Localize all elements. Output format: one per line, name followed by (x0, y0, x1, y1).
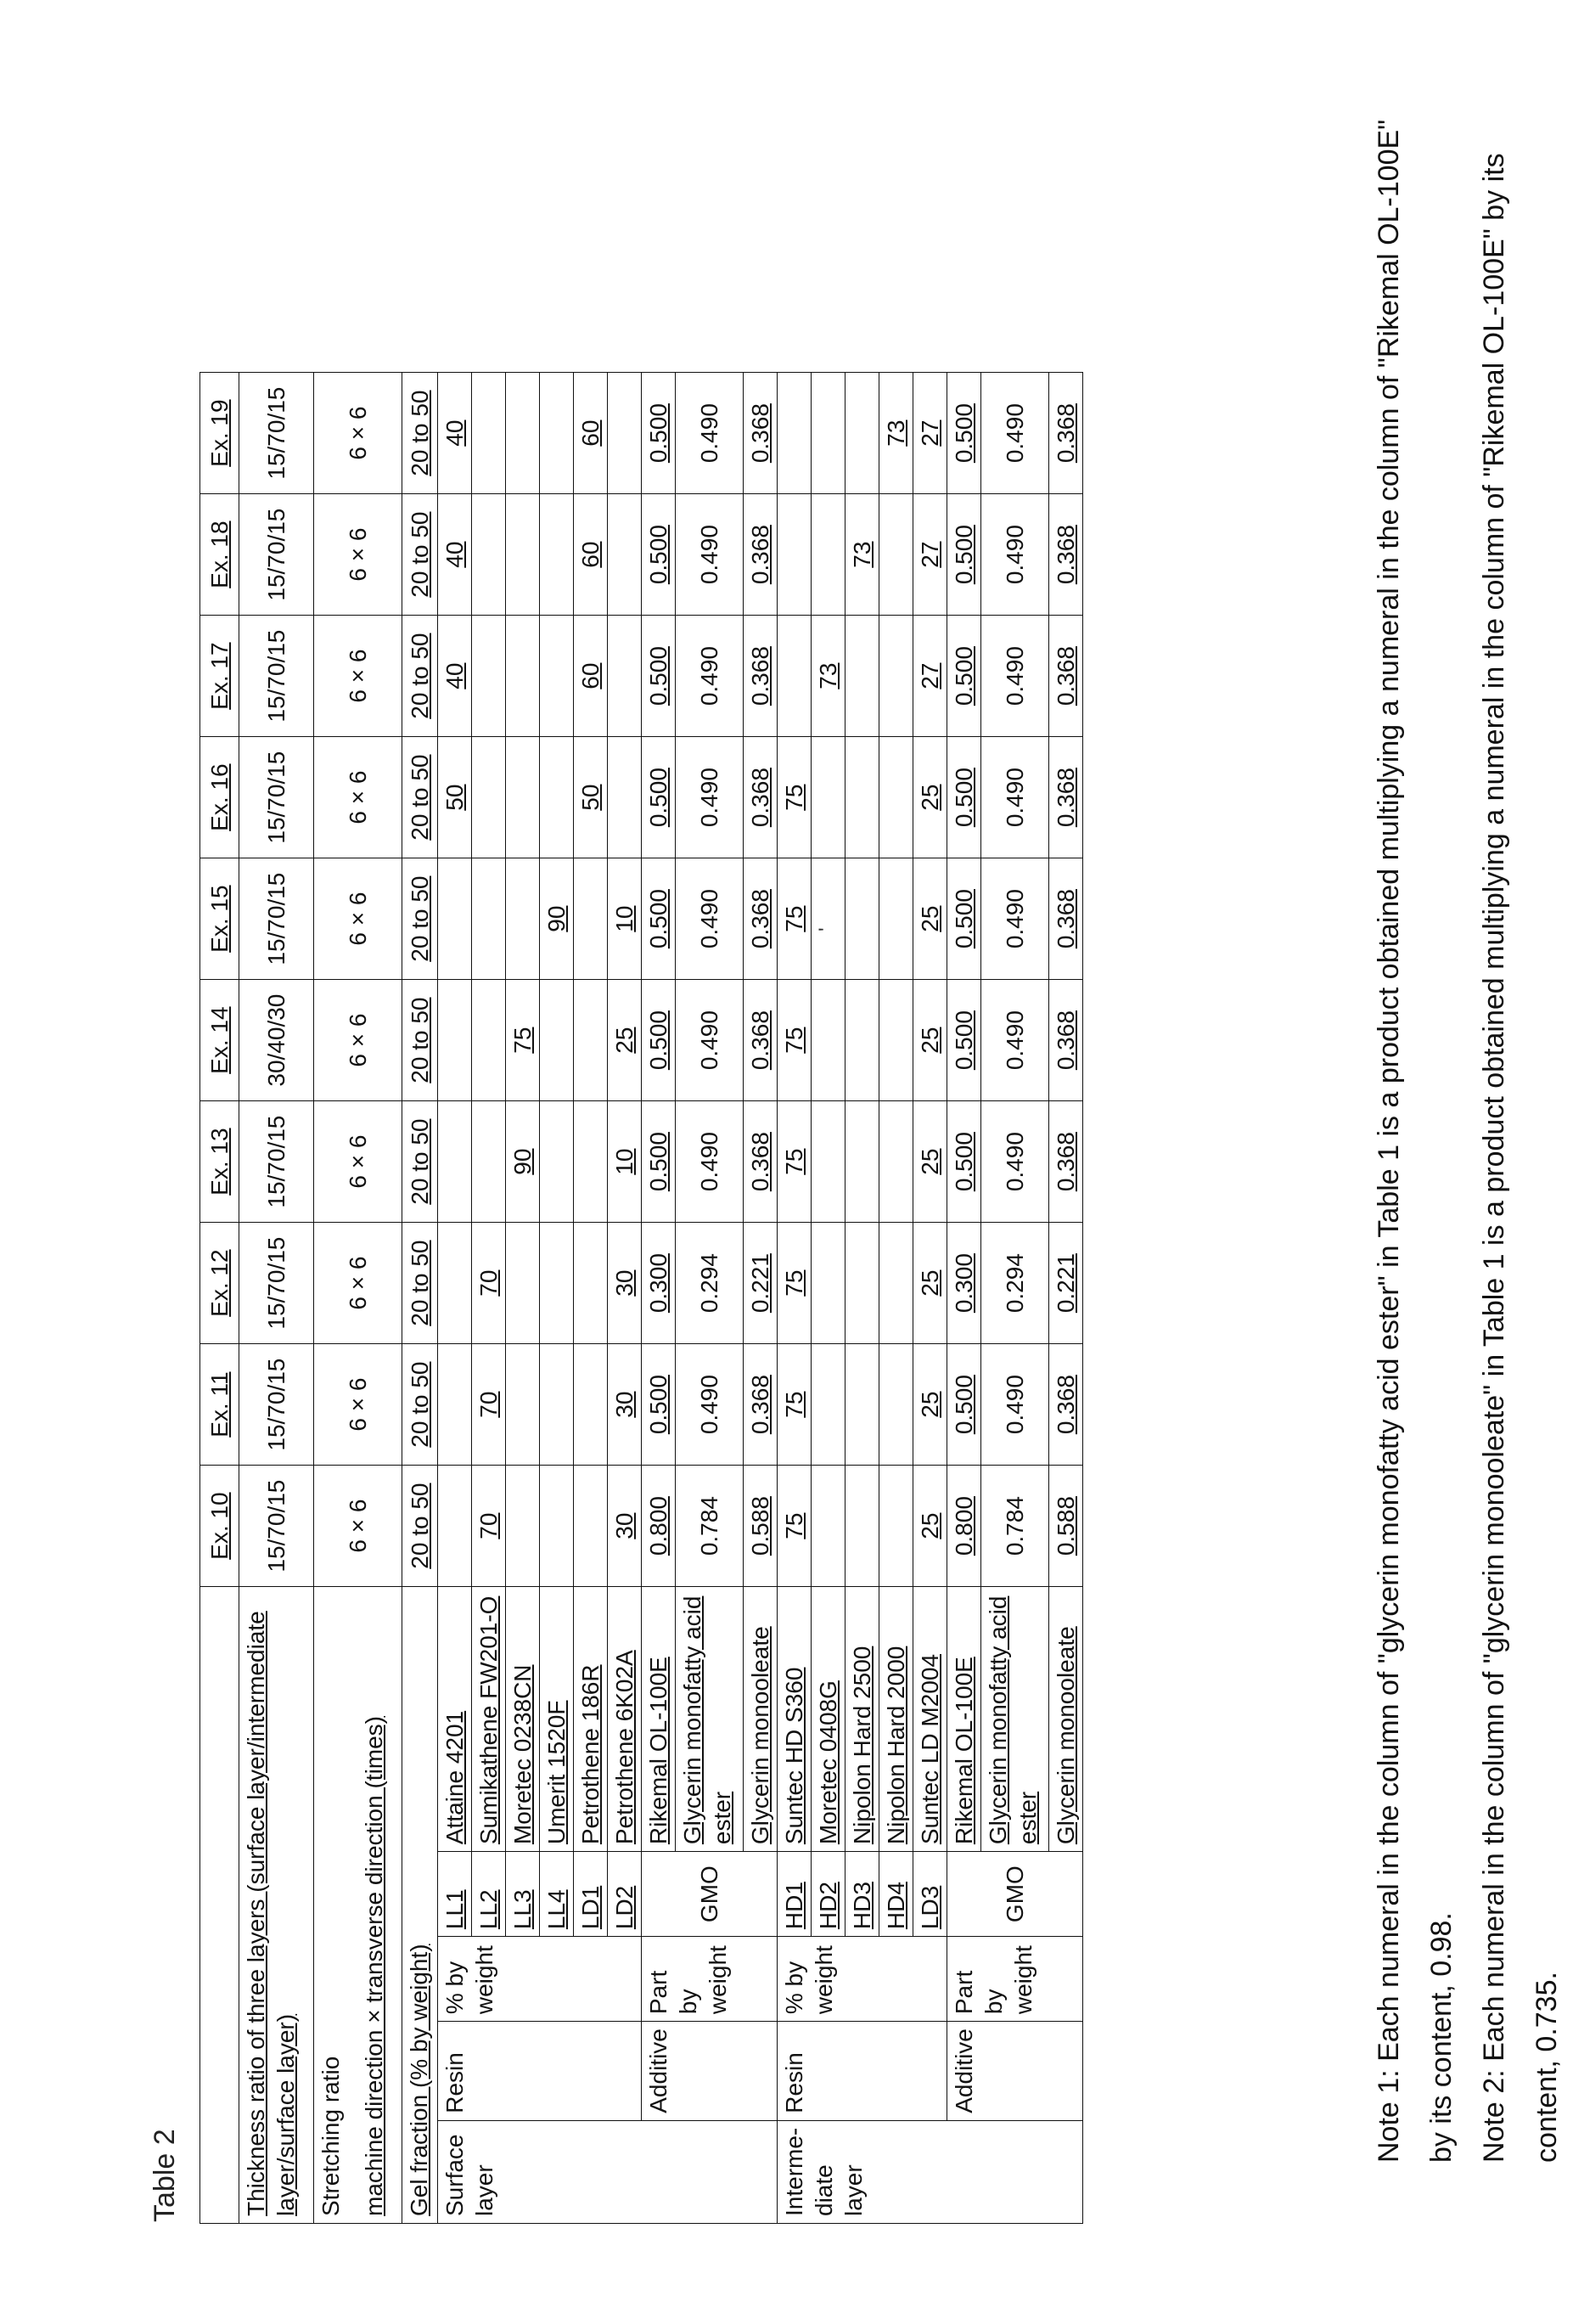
additive-value: 0.490 (676, 373, 744, 494)
resin-code: LL3 (506, 1852, 540, 1937)
intermediate_layer-resin-label: Resin (778, 2022, 947, 2121)
resin-value (879, 1101, 913, 1223)
resin-value (540, 1466, 574, 1587)
stretching-value: 6 × 6 (314, 373, 402, 494)
resin-value (845, 980, 879, 1101)
resin-value (506, 373, 540, 494)
gel-value: 20 to 50 (402, 616, 438, 737)
resin-value (506, 737, 540, 858)
additive-value: 0.368 (744, 737, 778, 858)
resin-value: 40 (438, 616, 472, 737)
gel-value: 20 to 50 (402, 494, 438, 616)
table-caption: Table 2 (149, 2129, 181, 2222)
additive-value: 0.490 (676, 494, 744, 616)
additive-value: 0.368 (1049, 373, 1083, 494)
gel-value: 20 to 50 (402, 1344, 438, 1466)
resin-value (574, 980, 608, 1101)
additive-value: 0.368 (744, 494, 778, 616)
resin-value: 25 (608, 980, 642, 1101)
resin-value: 25 (913, 1223, 947, 1344)
additive-value: 0.490 (676, 1101, 744, 1223)
resin-value: 60 (574, 373, 608, 494)
gel-value: 20 to 50 (402, 1101, 438, 1223)
resin-value (540, 1344, 574, 1466)
resin-value (608, 494, 642, 616)
additive-value: 0.784 (676, 1466, 744, 1587)
resin-value (472, 737, 506, 858)
surface_layer-resin-unit: % by weight (438, 1937, 642, 2022)
stretching-label-line2: machine direction × transverse direction (times) (361, 1715, 387, 2216)
additive-value: 0.588 (744, 1466, 778, 1587)
resin-value: 73 (879, 373, 913, 494)
additive-value: 0.368 (744, 616, 778, 737)
resin-value (879, 1223, 913, 1344)
resin-value (438, 1466, 472, 1587)
resin-value (812, 1223, 845, 1344)
resin-value (812, 737, 845, 858)
additive-value: 0.221 (1049, 1223, 1083, 1344)
additive-value: 0.221 (744, 1223, 778, 1344)
resin-value: 73 (812, 616, 845, 737)
gel-value: 20 to 50 (402, 373, 438, 494)
resin-code: LL1 (438, 1852, 472, 1937)
resin-value (506, 1344, 540, 1466)
additive-value: 0.800 (642, 1466, 676, 1587)
column-header: Ex. 10 (200, 1466, 239, 1587)
additive-value: 0.800 (947, 1466, 981, 1587)
stretching-value: 6 × 6 (314, 1466, 402, 1587)
additive-name: Glycerin monofatty acid ester (981, 1587, 1049, 1852)
surface_layer-gmo-label: GMO (642, 1852, 778, 1937)
resin-name: Moretec 0408G (812, 1587, 845, 1852)
additive-value: 0.490 (981, 1344, 1049, 1466)
resin-value (845, 1101, 879, 1223)
thickness-value: 15/70/15 (239, 1223, 314, 1344)
resin-value: 50 (574, 737, 608, 858)
resin-value (472, 980, 506, 1101)
additive-value: 0.294 (981, 1223, 1049, 1344)
thickness-value: 30/40/30 (239, 980, 314, 1101)
resin-name: Nipolon Hard 2500 (845, 1587, 879, 1852)
resin-value: 25 (913, 1344, 947, 1466)
notes (1362, 116, 1573, 2197)
thickness-value: 15/70/15 (239, 1101, 314, 1223)
resin-value: 70 (472, 1223, 506, 1344)
resin-code: LD3 (913, 1852, 947, 1937)
resin-value (438, 1223, 472, 1344)
additive-value: 0.784 (981, 1466, 1049, 1587)
resin-value (879, 737, 913, 858)
resin-value (778, 373, 812, 494)
intermediate_layer-label: Interme-diate layer (778, 2120, 1083, 2223)
resin-value (812, 1101, 845, 1223)
resin-value (506, 616, 540, 737)
additive-value: 0.500 (642, 980, 676, 1101)
resin-value: 75 (778, 1101, 812, 1223)
thickness-value: 15/70/15 (239, 1466, 314, 1587)
additive-value: 0.588 (1049, 1466, 1083, 1587)
additive-value: 0.500 (642, 1101, 676, 1223)
resin-value (506, 494, 540, 616)
resin-name: Suntec HD S360 (778, 1587, 812, 1852)
surface_layer-resin-label: Resin (438, 2022, 642, 2121)
additive-name: Glycerin monooleate (1049, 1587, 1083, 1852)
resin-value: 60 (574, 494, 608, 616)
stretching-value: 6 × 6 (314, 1223, 402, 1344)
stretching-label-line1: Stretching ratio (317, 2056, 344, 2216)
column-header: Ex. 18 (200, 494, 239, 616)
resin-value: 75 (778, 1344, 812, 1466)
additive-value: 0.490 (981, 737, 1049, 858)
resin-value (574, 1466, 608, 1587)
resin-value (506, 858, 540, 980)
additive-value: 0.500 (947, 858, 981, 980)
resin-value: 90 (506, 1101, 540, 1223)
resin-value (812, 858, 845, 980)
column-header: Ex. 16 (200, 737, 239, 858)
resin-value (812, 1466, 845, 1587)
additive-name: Glycerin monofatty acid ester (676, 1587, 744, 1852)
additive-value: 0.300 (947, 1223, 981, 1344)
additive-value: 0.490 (676, 737, 744, 858)
resin-value: 27 (913, 494, 947, 616)
intermediate_layer-additive-unit: Part by weight (947, 1937, 1083, 2022)
table-wrapper (199, 372, 1083, 2224)
resin-value (812, 373, 845, 494)
additive-value: 0.490 (981, 858, 1049, 980)
additive-value: 0.500 (947, 373, 981, 494)
resin-value: 10 (608, 1101, 642, 1223)
resin-value (540, 1223, 574, 1344)
column-header: Ex. 19 (200, 373, 239, 494)
resin-value: 25 (913, 858, 947, 980)
resin-value (438, 980, 472, 1101)
column-header: Ex. 12 (200, 1223, 239, 1344)
stretching-value: 6 × 6 (314, 616, 402, 737)
resin-value (845, 373, 879, 494)
resin-value (812, 494, 845, 616)
intermediate_layer-additive-label: Additive (947, 2022, 1083, 2121)
resin-name: Suntec LD M2004 (913, 1587, 947, 1852)
resin-value (778, 616, 812, 737)
thickness-value: 15/70/15 (239, 616, 314, 737)
resin-value (540, 616, 574, 737)
resin-name: Nipolon Hard 2000 (879, 1587, 913, 1852)
gel-value: 20 to 50 (402, 1466, 438, 1587)
resin-value (540, 980, 574, 1101)
resin-value (506, 1223, 540, 1344)
additive-value: 0.368 (1049, 980, 1083, 1101)
additive-value: 0.368 (1049, 737, 1083, 858)
column-header: Ex. 17 (200, 616, 239, 737)
table-row (947, 373, 981, 2224)
resin-value: 90 (540, 858, 574, 980)
resin-value (506, 1466, 540, 1587)
table-row (778, 373, 812, 2224)
resin-value: 30 (608, 1466, 642, 1587)
resin-value: 40 (438, 494, 472, 616)
additive-value: 0.500 (947, 494, 981, 616)
resin-code: LD2 (608, 1852, 642, 1937)
resin-value (608, 373, 642, 494)
stretching-value: 6 × 6 (314, 1101, 402, 1223)
resin-value (574, 1101, 608, 1223)
resin-value: 73 (845, 494, 879, 616)
additive-value: 0.490 (981, 980, 1049, 1101)
resin-value: 27 (913, 616, 947, 737)
additive-value: 0.368 (1049, 494, 1083, 616)
resin-value (879, 494, 913, 616)
thickness-value: 15/70/15 (239, 373, 314, 494)
row-label-gel: Gel fraction (% by weight) (402, 1587, 438, 2224)
additive-value: 0.368 (1049, 1101, 1083, 1223)
additive-value: 0.368 (744, 1344, 778, 1466)
additive-value: 0.500 (642, 1344, 676, 1466)
resin-value: 70 (472, 1466, 506, 1587)
additive-value: 0.490 (981, 494, 1049, 616)
thickness-value: 15/70/15 (239, 1344, 314, 1466)
resin-value (812, 1344, 845, 1466)
additive-value: 0.500 (947, 1344, 981, 1466)
additive-value: 0.300 (642, 1223, 676, 1344)
data-table (199, 372, 1083, 2224)
resin-code: HD4 (879, 1852, 913, 1937)
stray-mark: ' (815, 927, 838, 931)
resin-value: 30 (608, 1344, 642, 1466)
note-2: Note 2: Each numeral in the column of "glycerin monooleate" in Table 1 is a product obtained multiplying a numeral in the column of "Rikemal OL-100E" by its content, 0.735. (1478, 153, 1563, 2163)
additive-value: 0.368 (1049, 858, 1083, 980)
intermediate_layer-resin-unit: % by weight (778, 1937, 947, 2022)
resin-value (540, 373, 574, 494)
resin-value: 25 (913, 980, 947, 1101)
resin-code: LL2 (472, 1852, 506, 1937)
resin-value (778, 494, 812, 616)
additive-value: 0.500 (642, 616, 676, 737)
resin-value: 50 (438, 737, 472, 858)
resin-value (472, 373, 506, 494)
column-header: Ex. 11 (200, 1344, 239, 1466)
resin-name: Attaine 4201 (438, 1587, 472, 1852)
resin-value: 30 (608, 1223, 642, 1344)
additive-value: 0.490 (981, 616, 1049, 737)
additive-value: 0.294 (676, 1223, 744, 1344)
gel-value: 20 to 50 (402, 980, 438, 1101)
table-row (642, 373, 676, 2224)
additive-value: 0.368 (1049, 1344, 1083, 1466)
additive-value: 0.368 (744, 980, 778, 1101)
resin-value (845, 1466, 879, 1587)
resin-value: 75 (778, 1466, 812, 1587)
resin-value (845, 1344, 879, 1466)
table-row (239, 373, 314, 2224)
additive-value: 0.490 (981, 373, 1049, 494)
additive-value: 0.490 (676, 616, 744, 737)
additive-value: 0.490 (676, 1344, 744, 1466)
resin-value: 75 (778, 1223, 812, 1344)
resin-value (608, 616, 642, 737)
additive-value: 0.490 (981, 1101, 1049, 1223)
gel-value: 20 to 50 (402, 737, 438, 858)
additive-name: Rikemal OL-100E (642, 1587, 676, 1852)
thickness-value: 15/70/15 (239, 737, 314, 858)
resin-name: Petrothene 6K02A (608, 1587, 642, 1852)
resin-value (845, 616, 879, 737)
resin-value: 25 (913, 737, 947, 858)
resin-value (574, 858, 608, 980)
resin-code: HD3 (845, 1852, 879, 1937)
resin-value (879, 1344, 913, 1466)
column-header: Ex. 15 (200, 858, 239, 980)
note-1: Note 1: Each numeral in the column of "glycerin monofatty acid ester" in Table 1 is a product obtained multiplying a numeral in the column of "Rikemal OL-100E" by its content, 0.98. (1373, 119, 1458, 2163)
resin-name: Petrothene 186R (574, 1587, 608, 1852)
resin-code: HD1 (778, 1852, 812, 1937)
resin-value: 25 (913, 1466, 947, 1587)
resin-value (438, 1101, 472, 1223)
surface_layer-additive-unit: Part by weight (642, 1937, 778, 2022)
table-row (200, 373, 239, 2224)
resin-value (812, 980, 845, 1101)
additive-value: 0.500 (642, 373, 676, 494)
additive-name: Rikemal OL-100E (947, 1587, 981, 1852)
resin-value: 70 (472, 1344, 506, 1466)
resin-value (472, 494, 506, 616)
resin-value: 75 (778, 858, 812, 980)
resin-value (845, 858, 879, 980)
additive-value: 0.500 (947, 1101, 981, 1223)
resin-value (540, 737, 574, 858)
additive-name: Glycerin monooleate (744, 1587, 778, 1852)
resin-name: Moretec 0238CN (506, 1587, 540, 1852)
resin-value (574, 1344, 608, 1466)
resin-value (608, 737, 642, 858)
thickness-value: 15/70/15 (239, 494, 314, 616)
stretching-value: 6 × 6 (314, 980, 402, 1101)
additive-value: 0.500 (642, 737, 676, 858)
surface_layer-label: Surface layer (438, 2120, 778, 2223)
stretching-value: 6 × 6 (314, 737, 402, 858)
stretching-value: 6 × 6 (314, 1344, 402, 1466)
resin-value: 10 (608, 858, 642, 980)
additive-value: 0.368 (744, 1101, 778, 1223)
additive-value: 0.368 (1049, 616, 1083, 737)
resin-value (472, 616, 506, 737)
resin-value: 75 (778, 737, 812, 858)
resin-code: LL4 (540, 1852, 574, 1937)
resin-value: 27 (913, 373, 947, 494)
additive-value: 0.500 (642, 858, 676, 980)
additive-value: 0.490 (676, 980, 744, 1101)
resin-value (845, 737, 879, 858)
stretching-value: 6 × 6 (314, 494, 402, 616)
stretching-value: 6 × 6 (314, 858, 402, 980)
resin-name: Umerit 1520F (540, 1587, 574, 1852)
table-row (438, 373, 472, 2224)
resin-value (540, 1101, 574, 1223)
row-label-thickness: Thickness ratio of three layers (surface layer/intermediate layer/surface layer) (239, 1587, 314, 2224)
column-header: Ex. 13 (200, 1101, 239, 1223)
table-row (314, 373, 402, 2224)
additive-value: 0.500 (947, 980, 981, 1101)
resin-value (879, 980, 913, 1101)
resin-value (438, 858, 472, 980)
resin-value (879, 616, 913, 737)
gel-value: 20 to 50 (402, 1223, 438, 1344)
resin-value: 60 (574, 616, 608, 737)
resin-value: 75 (506, 980, 540, 1101)
resin-value (472, 1101, 506, 1223)
resin-code: LD1 (574, 1852, 608, 1937)
thickness-value: 15/70/15 (239, 858, 314, 980)
additive-value: 0.368 (744, 858, 778, 980)
resin-name: Sumikathene FW201-O (472, 1587, 506, 1852)
resin-value (879, 858, 913, 980)
additive-value: 0.368 (744, 373, 778, 494)
gel-value: 20 to 50 (402, 858, 438, 980)
resin-value: 40 (438, 373, 472, 494)
row-label-stretching (314, 1587, 402, 2224)
resin-value (472, 858, 506, 980)
resin-value (540, 494, 574, 616)
corner-cell (200, 1587, 239, 2224)
surface_layer-additive-label: Additive (642, 2022, 778, 2121)
resin-value: 25 (913, 1101, 947, 1223)
additive-value: 0.490 (676, 858, 744, 980)
resin-value: 75 (778, 980, 812, 1101)
intermediate_layer-gmo-label: GMO (947, 1852, 1083, 1937)
resin-value (574, 1223, 608, 1344)
additive-value: 0.500 (947, 616, 981, 737)
resin-code: HD2 (812, 1852, 845, 1937)
resin-value (879, 1466, 913, 1587)
resin-value (438, 1344, 472, 1466)
resin-value (845, 1223, 879, 1344)
additive-value: 0.500 (642, 494, 676, 616)
table-row (402, 373, 438, 2224)
additive-value: 0.500 (947, 737, 981, 858)
column-header: Ex. 14 (200, 980, 239, 1101)
